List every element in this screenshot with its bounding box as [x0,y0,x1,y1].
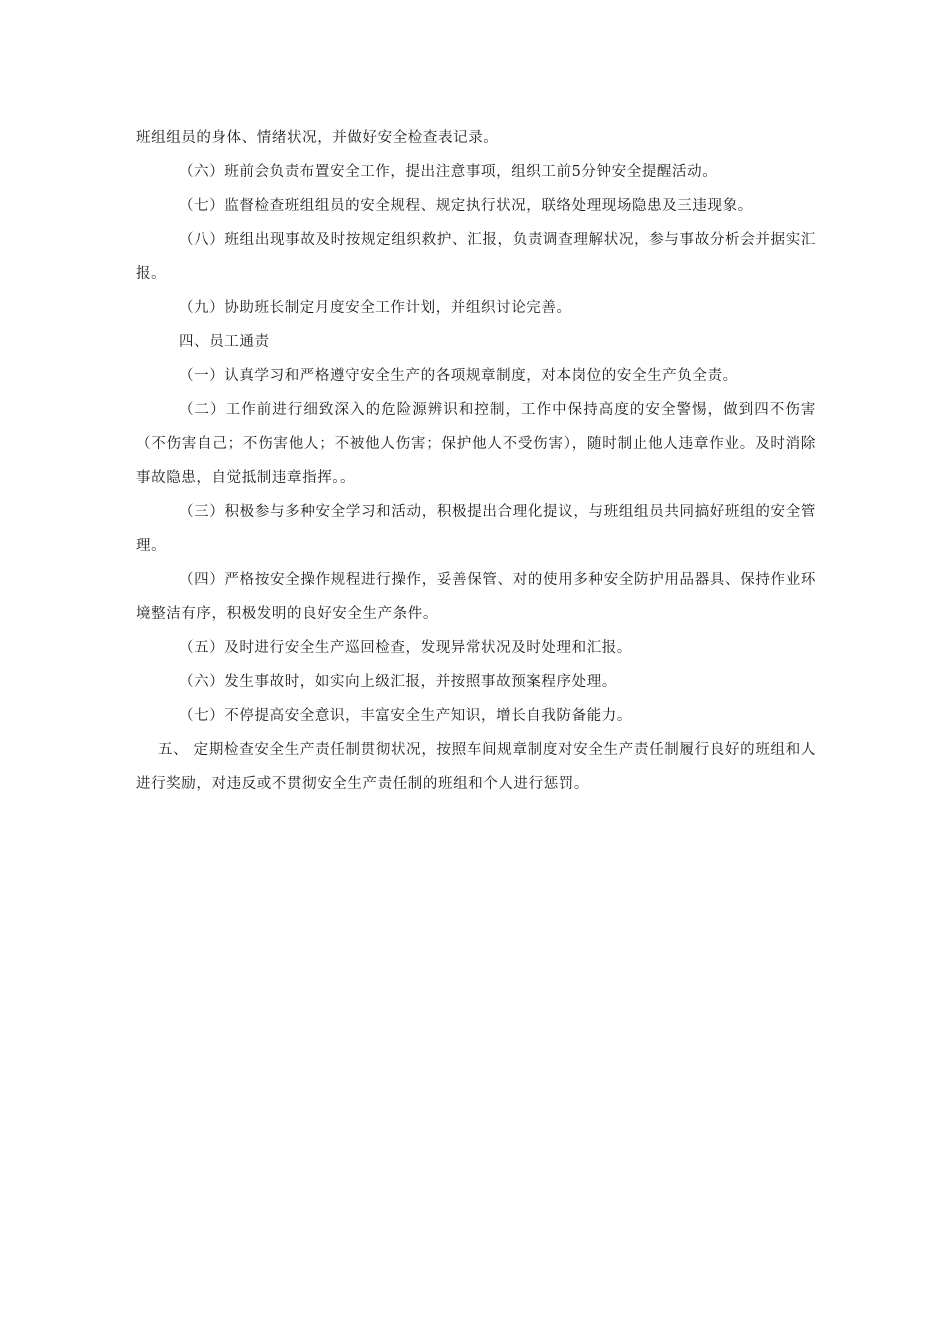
paragraph-item-7: （七）监督检查班组组员的安全规程、规定执行状况，联络处理现场隐患及三违现象。 [179,198,753,214]
paragraph-staff-item-7: （七）不停提高安全意识，丰富安全生产知识，增长自我防备能力。 [179,708,632,724]
paragraph-staff-item-6: （六）发生事故时，如实向上级汇报，并按照事故预案程序处理。 [179,674,617,690]
paragraph-staff-item-2: （二）工作前进行细致深入的危险源辨识和控制，工作中保持高度的安全警惕，做到四不伤害（不伤害自己；不伤害他人；不被他人伤害；保护他人不受伤害），随时制止他人违章作业。及时消除事故隐患，自觉抵制违章指挥。。 [136,402,816,486]
paragraph-item-9: （九）协助班长制定月度安全工作计划，并组织讨论完善。 [179,300,572,316]
paragraph-item-6: （六）班前会负责布置安全工作，提出注意事项，组织工前5分钟安全提醒活动。 [179,164,718,180]
paragraph-staff-item-3: （三）积极参与多种安全学习和活动，积极提出合理化提议，与班组组员共同搞好班组的安全管理。 [136,504,816,554]
section-heading-4: 四、员工通责 [179,334,270,350]
paragraph-staff-item-1: （一）认真学习和严格遵守安全生产的各项规章制度，对本岗位的安全生产负全责。 [179,368,738,384]
paragraph-staff-item-4: （四）严格按安全操作规程进行操作，妥善保管、对的使用多种安全防护用品器具、保持作业环境整洁有序，积极发明的良好安全生产条件。 [136,572,816,622]
section-5-paragraph: 五、 定期检查安全生产责任制贯彻状况，按照车间规章制度对安全生产责任制履行良好的班组和人进行奖励，对违反或不贯彻安全生产责任制的班组和个人进行惩罚。 [136,742,816,792]
paragraph-continuation: 班组组员的身体、情绪状况，并做好安全检查表记录。 [136,130,499,146]
paragraph-staff-item-5: （五）及时进行安全生产巡回检查，发现异常状况及时处理和汇报。 [179,640,632,656]
document-body [136,121,816,801]
paragraph-item-8: （八）班组出现事故及时按规定组织救护、汇报，负责调查理解状况，参与事故分析会并据实汇报。 [136,232,816,282]
